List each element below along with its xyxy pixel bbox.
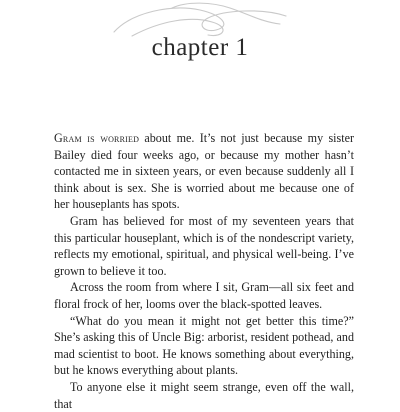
body-text xyxy=(54,130,354,412)
paragraph: Across the room from where I sit, Gram—all six feet and floral frock of her, looms over the black-spotted leaves. xyxy=(54,280,354,311)
chapter-title: chapter 1 xyxy=(151,34,249,61)
paragraph-text: about me. It’s not just because my sister Bailey died four weeks ago, or because my mother hasn’t contacted me in sixteen years, or even because suddenly all I think about is sex. She is worried about me because one of her houseplants has spots. xyxy=(54,131,354,212)
paragraph: Gram has believed for most of my seventeen years that this particular houseplant, which is of the nondescript variety, reflects my emotional, spiritual, and physical well-being. I’ve grown to believe it too. xyxy=(54,213,354,278)
paragraph: To anyone else it might seem strange, even off the wall, that xyxy=(54,379,354,411)
paragraph: “What do you mean it might not get better this time?” She’s asking this of Uncle Big: arborist, resident pothead, and mad scientist to boot. He knows something about everything, but he knows everything about plants. xyxy=(54,313,354,378)
opening-small-caps: Gram is worried xyxy=(54,131,140,145)
paragraph xyxy=(54,130,354,213)
